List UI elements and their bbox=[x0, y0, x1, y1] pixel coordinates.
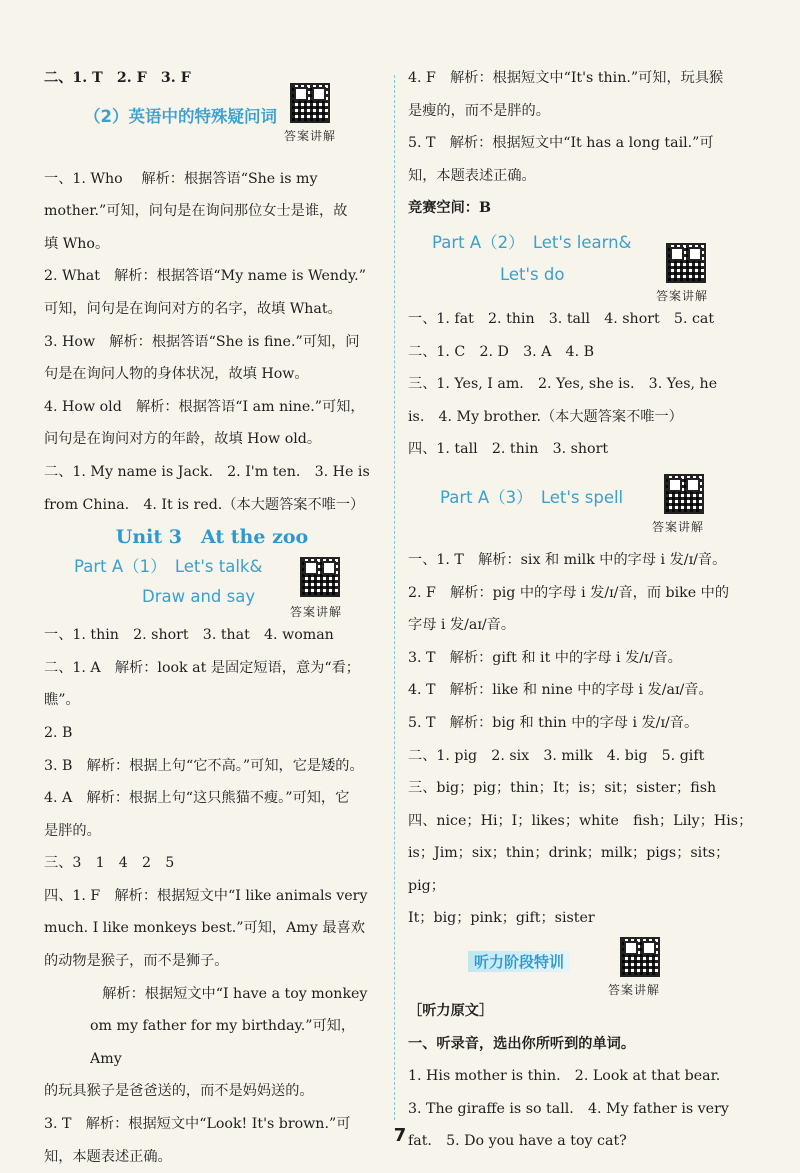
answer-line: 二、1. A 解析：look at 是固定短语，意为“看；瞧”。 bbox=[44, 659, 360, 709]
qr-label: 答案讲解 bbox=[652, 519, 705, 534]
answer-line: 2. What 解析：根据答语“My name is Wendy.” bbox=[44, 268, 366, 285]
section-header bbox=[408, 225, 756, 303]
column-divider bbox=[394, 75, 395, 1120]
right-column bbox=[408, 62, 756, 1158]
answer-line: 一、1. T 解析：six 和 milk 中的字母 i 发/ɪ/音。 bbox=[408, 551, 727, 568]
answer-line: It；big；pink；gift；sister bbox=[408, 910, 595, 927]
qr-label: 答案讲解 bbox=[290, 605, 343, 620]
answer-line: 三、big；pig；thin；It；is；sit；sister；fish bbox=[408, 780, 717, 797]
answer-line: om my father for my birthday.”可知，Amy bbox=[90, 1018, 356, 1067]
answer-line: 3. B 解析：根据上句“它不高。”可知，它是矮的。 bbox=[44, 757, 364, 774]
unit-title: Unit 3 At the zoo bbox=[115, 526, 309, 549]
section-header bbox=[408, 935, 756, 998]
answer-line: 4. T 解析：like 和 nine 中的字母 i 发/aɪ/音。 bbox=[408, 682, 713, 699]
qr-code-icon[interactable] bbox=[300, 557, 340, 597]
answer-line: 解析：根据短文中“I have a toy monkey bbox=[88, 985, 368, 1002]
answer-line: fat. 5. Do you have a toy cat? bbox=[408, 1133, 627, 1150]
instruction-line: 一、听录音，选出你所听到的单词。 bbox=[408, 1035, 636, 1052]
answer-line: 句是在询问人物的身体状况，故填 How。 bbox=[44, 366, 309, 383]
answer-line: mother.”可知，问句是在询问那位女士是谁，故 bbox=[44, 203, 348, 220]
section-subtitle: Let's do bbox=[500, 264, 565, 284]
answer-line: 问句是在询问对方的年龄，故填 How old。 bbox=[44, 431, 322, 448]
answer-line: is. 4. My brother.（本大题答案不唯一） bbox=[408, 408, 683, 425]
section-title: （2）英语中的特殊疑问词 bbox=[84, 106, 277, 126]
qr-code-icon[interactable] bbox=[666, 243, 706, 283]
answer-line: 四、1. tall 2. thin 3. short bbox=[408, 441, 609, 458]
answer-line: 3. How 解析：根据答语“She is fine.”可知，问 bbox=[44, 333, 360, 350]
answer-line: 可知，问句是在询问对方的名字，故填 What。 bbox=[44, 300, 342, 317]
answer-line: 4. A 解析：根据上句“这只熊猫不瘦。”可知，它 bbox=[44, 790, 350, 807]
answer-line: 二、1. My name is Jack. 2. I'm ten. 3. He is bbox=[44, 463, 370, 480]
answer-line: 四、1. F 解析：根据短文中“I like animals very bbox=[44, 887, 368, 904]
answer-line: is；Jim；six；thin；drink；milk；pigs；sits；pig； bbox=[408, 845, 730, 894]
answer-line: 3. T 解析：根据短文中“Look! It's brown.”可 bbox=[44, 1116, 351, 1133]
left-column bbox=[44, 62, 380, 1173]
answer-line: 二、1. T 2. F 3. F bbox=[44, 70, 191, 86]
answer-line: 四、nice；Hi；I；likes；white fish；Lily；His； bbox=[408, 812, 753, 829]
qr-label: 答案讲解 bbox=[608, 983, 661, 998]
section-title: Part A（2） Let's learn& bbox=[432, 232, 632, 252]
section-header bbox=[408, 466, 756, 544]
answer-line: 5. T 解析：根据短文中“It has a long tail.”可 bbox=[408, 135, 714, 152]
section-header bbox=[44, 95, 380, 163]
section-title: Part A（3） Let's spell bbox=[440, 487, 624, 507]
answer-line: 4. How old 解析：根据答语“I am nine.”可知， bbox=[44, 398, 365, 415]
answer-line: 一、1. fat 2. thin 3. tall 4. short 5. cat bbox=[408, 310, 715, 327]
answer-line: 一、1. Who 解析：根据答语“She is my bbox=[44, 170, 318, 187]
answer-line: 5. T 解析：big 和 thin 中的字母 i 发/ɪ/音。 bbox=[408, 714, 699, 731]
answer-line: 三、3 1 4 2 5 bbox=[44, 855, 175, 872]
answer-line: 一、1. thin 2. short 3. that 4. woman bbox=[44, 627, 334, 644]
answer-line: 的玩具猴子是爸爸送的，而不是妈妈送的。 bbox=[44, 1083, 314, 1100]
answer-line: 2. F 解析：pig 中的字母 i 发/ɪ/音，而 bike 中的 bbox=[408, 584, 730, 601]
answer-line: 知，本题表述正确。 bbox=[408, 167, 536, 184]
qr-code-icon[interactable] bbox=[620, 937, 660, 977]
qr-code-icon[interactable] bbox=[664, 474, 704, 514]
answer-line: 2. B bbox=[44, 724, 73, 741]
section-heading: ［听力原文］ bbox=[408, 1003, 494, 1020]
section-subtitle: Draw and say bbox=[142, 587, 256, 607]
answer-line: 二、1. pig 2. six 3. milk 4. big 5. gift bbox=[408, 747, 705, 764]
qr-label: 答案讲解 bbox=[656, 288, 709, 303]
answer-line: 3. T 解析：gift 和 it 中的字母 i 发/ɪ/音。 bbox=[408, 649, 682, 666]
section-title: Part A（1） Let's talk& bbox=[74, 557, 263, 577]
page-number: 7 bbox=[393, 1125, 407, 1146]
answer-line: 知，本题表述正确。 bbox=[44, 1148, 172, 1165]
answer-line: 是瘦的，而不是胖的。 bbox=[408, 102, 550, 119]
answer-line: 三、1. Yes, I am. 2. Yes, she is. 3. Yes, he bbox=[408, 376, 718, 393]
answer-line: from China. 4. It is red.（本大题答案不唯一） bbox=[44, 496, 365, 513]
section-title bbox=[468, 951, 570, 972]
answer-line: 竞赛空间：B bbox=[408, 200, 491, 217]
section-title-text: 听力阶段特训 bbox=[468, 951, 570, 972]
answer-line: 二、1. C 2. D 3. A 4. B bbox=[408, 343, 595, 360]
qr-code-icon[interactable] bbox=[290, 83, 330, 123]
answer-line: 1. His mother is thin. 2. Look at that bear. bbox=[408, 1068, 721, 1085]
answer-line: 的动物是猴子，而不是狮子。 bbox=[44, 953, 229, 970]
answer-line: 3. The giraffe is so tall. 4. My father is very bbox=[408, 1100, 729, 1117]
answer-line: 是胖的。 bbox=[44, 822, 101, 839]
answer-line: 字母 i 发/aɪ/音。 bbox=[408, 617, 516, 634]
section-header bbox=[44, 553, 380, 619]
qr-label: 答案讲解 bbox=[284, 128, 337, 143]
answer-line: 4. F 解析：根据短文中“It's thin.”可知，玩具猴 bbox=[408, 70, 724, 86]
answer-line: much. I like monkeys best.”可知，Amy 最喜欢 bbox=[44, 920, 365, 937]
answer-line: 填 Who。 bbox=[44, 235, 110, 252]
